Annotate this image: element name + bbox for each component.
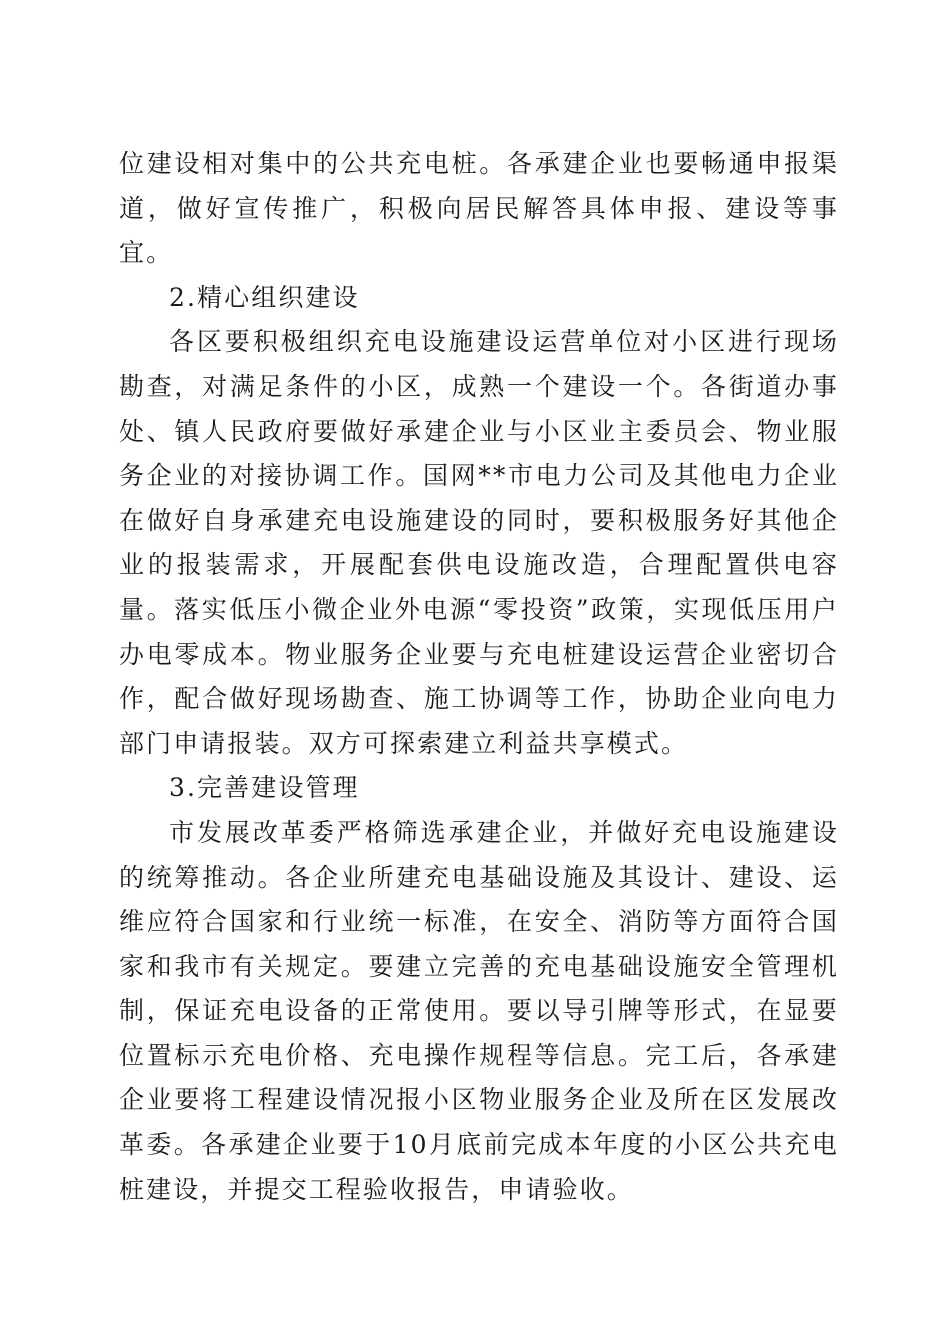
section-heading-2: 2.精心组织建设	[169, 282, 360, 312]
paragraph-section-3: 市发展改革委严格筛选承建企业，并做好充电设施建设的统筹推动。各企业所建充电基础设施及其设计、建设、运维应符合国家和行业统一标准，在安全、消防等方面符合国家和我市有关规定。要建立完善的充电基础设施安全管理机制，保证充电设备的正常使用。要以导引牌等形式，在显要位置标示充电价格、充电操作规程等信息。完工后，各承建企业要将工程建设情况报小区物业服务企业及所在区发展改革委。各承建企业要于10月底前完成本年度的小区公共充电桩建设，并提交工程验收报告，申请验收。	[119, 817, 839, 1204]
section-heading-3: 3.完善建设管理	[169, 773, 360, 803]
document-body	[119, 142, 839, 1212]
paragraph-continued: 位建设相对集中的公共充电桩。各承建企业也要畅通申报渠道，做好宣传推广，积极向居民解答具体申报、建设等事宜。	[119, 149, 839, 268]
paragraph-section-2: 各区要积极组织充电设施建设运营单位对小区进行现场勘查，对满足条件的小区，成熟一个建设一个。各街道办事处、镇人民政府要做好承建企业与小区业主委员会、物业服务企业的对接协调工作。国网**市电力公司及其他电力企业在做好自身承建充电设施建设的同时，要积极服务好其他企业的报装需求，开展配套供电设施改造，合理配置供电容量。落实低压小微企业外电源“零投资”政策，实现低压用户办电零成本。物业服务企业要与充电桩建设运营企业密切合作，配合做好现场勘查、施工协调等工作，协助企业向电力部门申请报装。双方可探索建立利益共享模式。	[119, 327, 839, 758]
